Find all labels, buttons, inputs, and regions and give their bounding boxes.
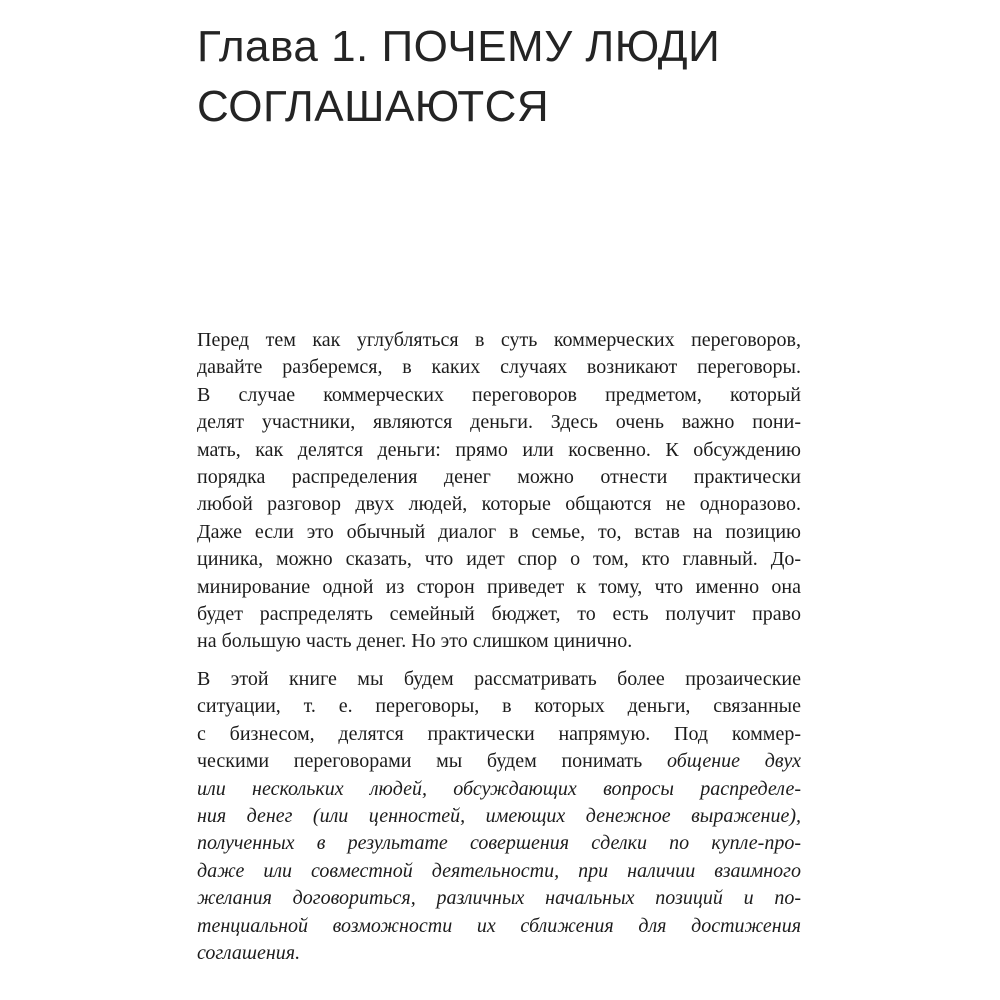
italic-text-segment: ния денег (или ценностей, имеющих денежное выражение), bbox=[197, 804, 801, 827]
body-text-segment: делят участники, являются деньги. Здесь очень важно пони- bbox=[197, 411, 801, 434]
italic-text-segment: тенциальной возможности их сближения для достижения bbox=[197, 914, 801, 937]
text-line bbox=[197, 409, 801, 436]
text-line bbox=[197, 574, 801, 601]
text-line bbox=[197, 327, 801, 354]
text-line bbox=[197, 940, 801, 967]
italic-text-segment: или нескольких людей, обсуждающих вопросы распределе- bbox=[197, 777, 801, 800]
italic-text-segment: общение двух bbox=[666, 750, 801, 773]
italic-text-segment: полученных в результате совершения сделки по купле-про- bbox=[197, 832, 801, 855]
text-line bbox=[197, 601, 801, 628]
text-line bbox=[197, 519, 801, 546]
text-line bbox=[197, 913, 801, 940]
text-line bbox=[197, 546, 801, 573]
text-line bbox=[197, 776, 801, 803]
italic-text-segment: даже или совместной деятельности, при наличии взаимного bbox=[197, 859, 801, 882]
body-text-segment: будет распределять семейный бюджет, то есть получит право bbox=[197, 603, 801, 626]
body-text-segment: давайте разберемся, в каких случаях возникают переговоры. bbox=[197, 356, 801, 379]
text-line bbox=[197, 858, 801, 885]
body-text-segment: циника, можно сказать, что идет спор о том, кто главный. До- bbox=[197, 548, 801, 571]
text-line bbox=[197, 885, 801, 912]
body-text-segment: В этой книге мы будем рассматривать более прозаические bbox=[197, 667, 801, 690]
body-text-segment: мать, как делятся деньги: прямо или косвенно. К обсуждению bbox=[197, 438, 801, 461]
text-line bbox=[197, 721, 801, 748]
body-text-segment: на большую часть денег. Но это слишком цинично. bbox=[197, 630, 633, 653]
body-text-segment: с бизнесом, делятся практически напрямую. Под коммер- bbox=[197, 722, 801, 745]
body-text-segment: минирование одной из сторон приведет к тому, что именно она bbox=[197, 575, 801, 598]
text-line bbox=[197, 464, 801, 491]
text-line bbox=[197, 354, 801, 381]
body-text-segment: ситуации, т. е. переговоры, в которых деньги, связанные bbox=[197, 695, 801, 718]
body-text-segment: порядка распределения денег можно отнести практически bbox=[197, 466, 801, 489]
body-text-segment: любой разговор двух людей, которые общаются не одноразово. bbox=[197, 493, 801, 516]
text-line bbox=[197, 693, 801, 720]
text-line bbox=[197, 748, 801, 775]
body-text bbox=[197, 327, 801, 967]
chapter-title bbox=[197, 17, 837, 137]
body-text-segment: ческими переговорами мы будем понимать bbox=[197, 750, 667, 773]
text-line bbox=[197, 628, 801, 655]
italic-text-segment: соглашения. bbox=[197, 941, 301, 964]
body-text-segment: Перед тем как углубляться в суть коммерческих переговоров, bbox=[197, 329, 801, 351]
text-line bbox=[197, 830, 801, 857]
text-line bbox=[197, 803, 801, 830]
italic-text-segment: желания договориться, различных начальных позиций и по- bbox=[197, 887, 801, 910]
chapter-title-line-2: СОГЛАШАЮТСЯ bbox=[197, 82, 550, 131]
text-line bbox=[197, 382, 801, 409]
body-text-segment: Даже если это обычный диалог в семье, то, встав на позицию bbox=[197, 520, 801, 543]
paragraph bbox=[197, 666, 801, 967]
text-line bbox=[197, 491, 801, 518]
body-text-segment: В случае коммерческих переговоров предметом, который bbox=[197, 383, 801, 406]
text-line bbox=[197, 437, 801, 464]
chapter-title-line-1: Глава 1. ПОЧЕМУ ЛЮДИ bbox=[197, 22, 721, 71]
text-line bbox=[197, 666, 801, 693]
paragraph bbox=[197, 327, 801, 656]
